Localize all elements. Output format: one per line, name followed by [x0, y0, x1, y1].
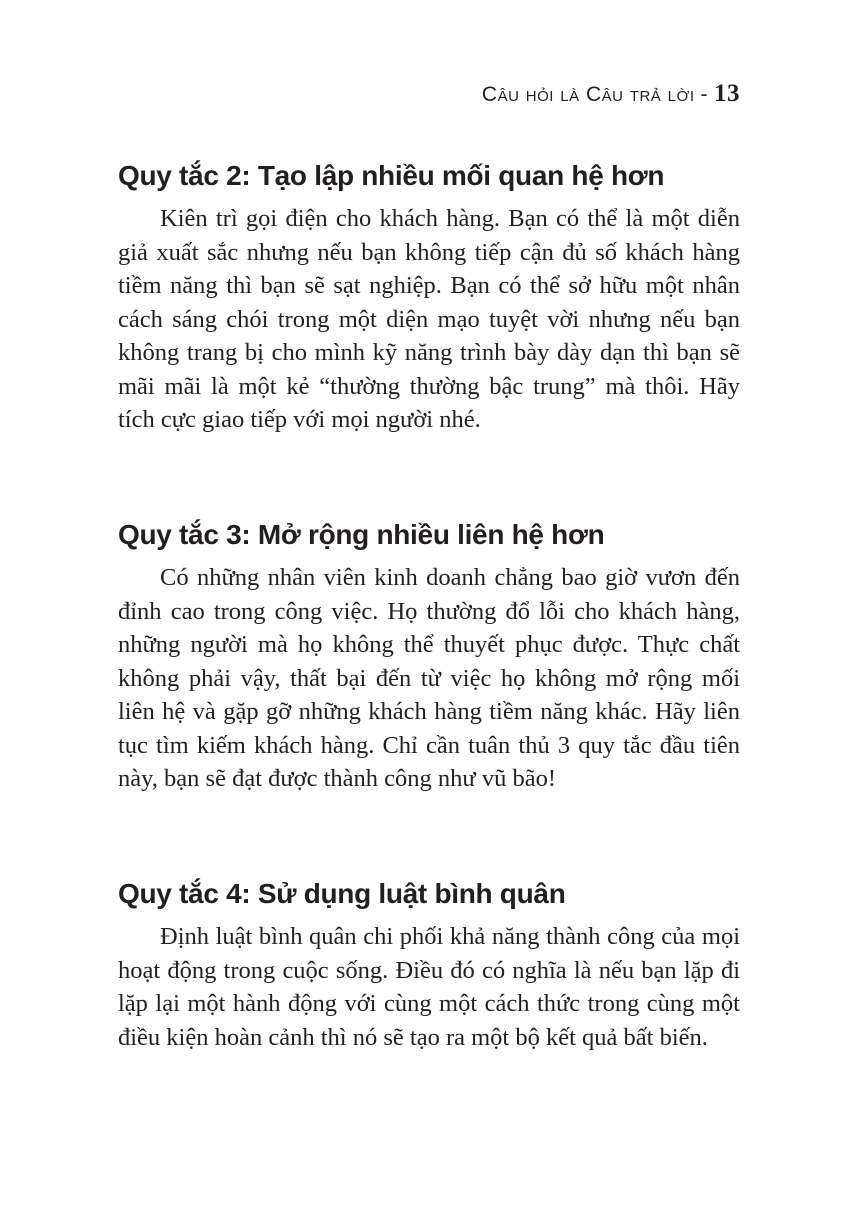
page-number: 13	[714, 80, 740, 107]
header-separator: -	[700, 83, 708, 106]
section-body: Kiên trì gọi điện cho khách hàng. Bạn có thể là một diễn giả xuất sắc nhưng nếu bạn không tiếp cận đủ số khách hàng tiềm năng thì bạn sẽ sạt nghiệp. Bạn có thể sở hữu một nhân cách sáng chói trong một diện mạo tuyệt vời nhưng nếu bạn không trang bị cho mình kỹ năng trình bày dày dạn thì bạn sẽ mãi mãi là một kẻ “thường thường bậc trung” mà thôi. Hãy tích cực giao tiếp với mọi người nhé.	[118, 205, 740, 433]
section-rule-4	[118, 876, 740, 1054]
header-title: Câu hỏi là Câu trả lời	[481, 83, 695, 106]
running-header	[482, 80, 740, 108]
section-body: Có những nhân viên kinh doanh chẳng bao giờ vươn đến đỉnh cao trong công việc. Họ thường đổ lỗi cho khách hàng, những người mà họ không thể thuyết phục được. Thực chất không phải vậy, thất bại đến từ việc họ không mở rộng mối liên hệ và gặp gỡ những khách hàng tiềm năng khác. Hãy liên tục tìm kiếm khách hàng. Chỉ cần tuân thủ 3 quy tắc đầu tiên này, bạn sẽ đạt được thành công như vũ bão!	[118, 564, 740, 792]
section-heading: Quy tắc 2: Tạo lập nhiều mối quan hệ hơn	[118, 160, 665, 191]
section-heading: Quy tắc 4: Sử dụng luật bình quân	[118, 878, 566, 909]
section-body: Định luật bình quân chi phối khả năng thành công của mọi hoạt động trong cuộc sống. Điều đó có nghĩa là nếu bạn lặp đi lặp lại một hành động với cùng một cách thức trong cùng một điều kiện hoàn cảnh thì nó sẽ tạo ra một bộ kết quả bất biến.	[118, 923, 740, 1051]
section-rule-2	[118, 158, 740, 437]
section-rule-3	[118, 517, 740, 796]
section-heading: Quy tắc 3: Mở rộng nhiều liên hệ hơn	[118, 519, 605, 550]
